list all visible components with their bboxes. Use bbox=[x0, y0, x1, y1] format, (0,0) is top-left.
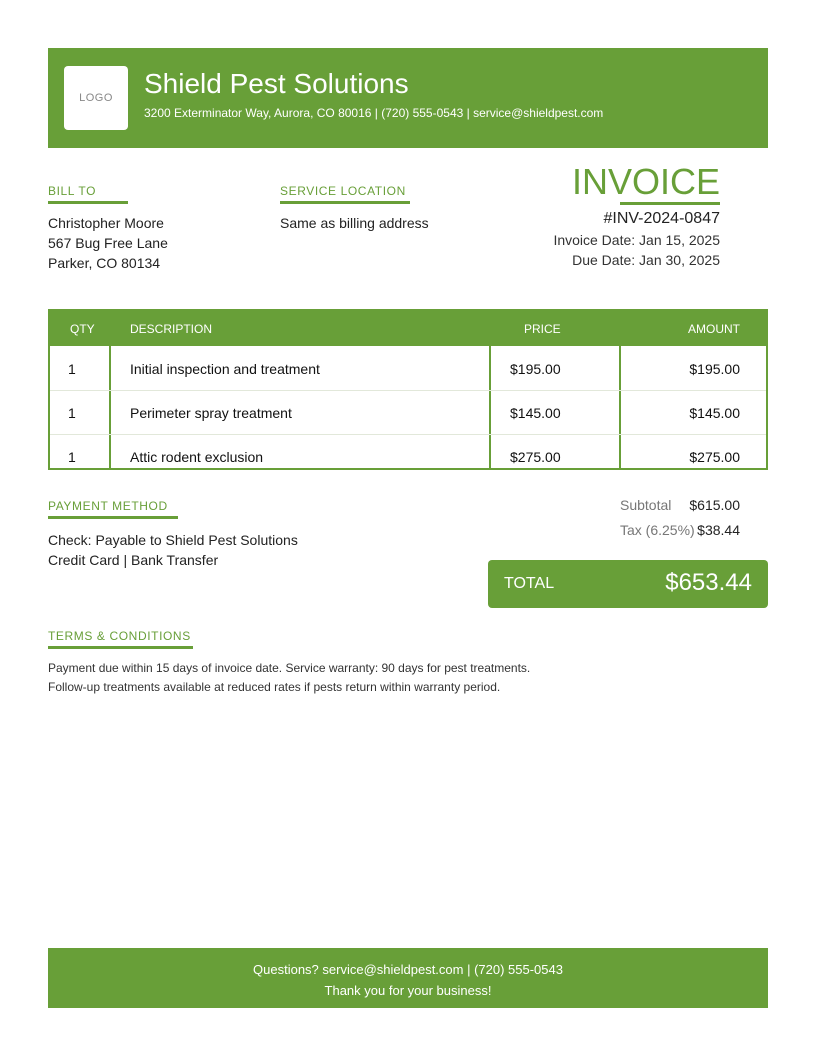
row-qty: 1 bbox=[68, 361, 76, 377]
bill-to-name: Christopher Moore bbox=[48, 215, 164, 231]
header-amount: AMOUNT bbox=[688, 322, 740, 336]
total-value: $653.44 bbox=[665, 569, 752, 596]
bill-to-underline bbox=[48, 201, 128, 204]
header-description: DESCRIPTION bbox=[130, 322, 213, 336]
row-description: Perimeter spray treatment bbox=[130, 405, 292, 421]
row-price: $145.00 bbox=[510, 405, 561, 421]
row-amount: $195.00 bbox=[689, 361, 740, 377]
service-location-underline bbox=[280, 201, 410, 204]
company-name: Shield Pest Solutions bbox=[144, 68, 409, 99]
row-price: $275.00 bbox=[510, 449, 561, 465]
header-price: PRICE bbox=[524, 322, 561, 336]
service-location-text: Same as billing address bbox=[280, 215, 429, 231]
company-logo bbox=[64, 66, 128, 130]
table-header-row bbox=[50, 309, 766, 346]
terms-label: TERMS & CONDITIONS bbox=[48, 629, 191, 643]
logo-placeholder-text: LOGO bbox=[79, 92, 113, 104]
table-row bbox=[50, 434, 766, 470]
total-label: TOTAL bbox=[504, 575, 555, 592]
row-qty: 1 bbox=[68, 449, 76, 465]
subtotal-label: Subtotal bbox=[620, 497, 672, 513]
tax-value: $38.44 bbox=[697, 522, 740, 538]
company-header bbox=[48, 48, 768, 148]
invoice-date: Invoice Date: Jan 15, 2025 bbox=[553, 232, 720, 248]
row-price: $195.00 bbox=[510, 361, 561, 377]
subtotal-value: $615.00 bbox=[689, 497, 740, 513]
page-footer bbox=[48, 948, 768, 1008]
footer-thanks: Thank you for your business! bbox=[324, 983, 492, 998]
invoice-title-underline bbox=[620, 202, 720, 205]
footer-contact: Questions? service@shieldpest.com | (720) 555-0543 bbox=[253, 962, 563, 977]
invoice-due-date: Due Date: Jan 30, 2025 bbox=[572, 252, 720, 268]
header-qty: QTY bbox=[70, 322, 95, 336]
service-location-label: SERVICE LOCATION bbox=[280, 184, 406, 198]
invoice-title: INVOICE bbox=[571, 161, 720, 202]
terms-underline bbox=[48, 646, 193, 649]
company-contact-info: 3200 Exterminator Way, Aurora, CO 80016 | (720) 555-0543 | service@shieldpest.com bbox=[144, 106, 604, 120]
row-qty: 1 bbox=[68, 405, 76, 421]
bill-to-label: BILL TO bbox=[48, 184, 97, 198]
tax-label: Tax (6.25%) bbox=[620, 522, 695, 538]
row-amount: $275.00 bbox=[689, 449, 740, 465]
payment-method-line1: Check: Payable to Shield Pest Solutions bbox=[48, 532, 298, 548]
bill-to-address-line2: Parker, CO 80134 bbox=[48, 255, 161, 271]
bill-to-address-line1: 567 Bug Free Lane bbox=[48, 235, 168, 251]
row-description: Initial inspection and treatment bbox=[130, 361, 320, 377]
grand-total-box bbox=[488, 560, 768, 608]
line-items-table bbox=[48, 309, 768, 470]
payment-method-line2: Credit Card | Bank Transfer bbox=[48, 552, 219, 568]
row-description: Attic rodent exclusion bbox=[130, 449, 264, 465]
payment-method-underline bbox=[48, 516, 178, 519]
invoice-number: #INV-2024-0847 bbox=[603, 210, 720, 227]
table-row bbox=[50, 346, 766, 390]
row-amount: $145.00 bbox=[689, 405, 740, 421]
payment-method-label: PAYMENT METHOD bbox=[48, 499, 168, 513]
table-row bbox=[50, 390, 766, 434]
terms-line1: Payment due within 15 days of invoice date. Service warranty: 90 days for pest treatments. bbox=[48, 661, 531, 675]
terms-line2: Follow-up treatments available at reduced rates if pests return within warranty period. bbox=[48, 680, 501, 694]
